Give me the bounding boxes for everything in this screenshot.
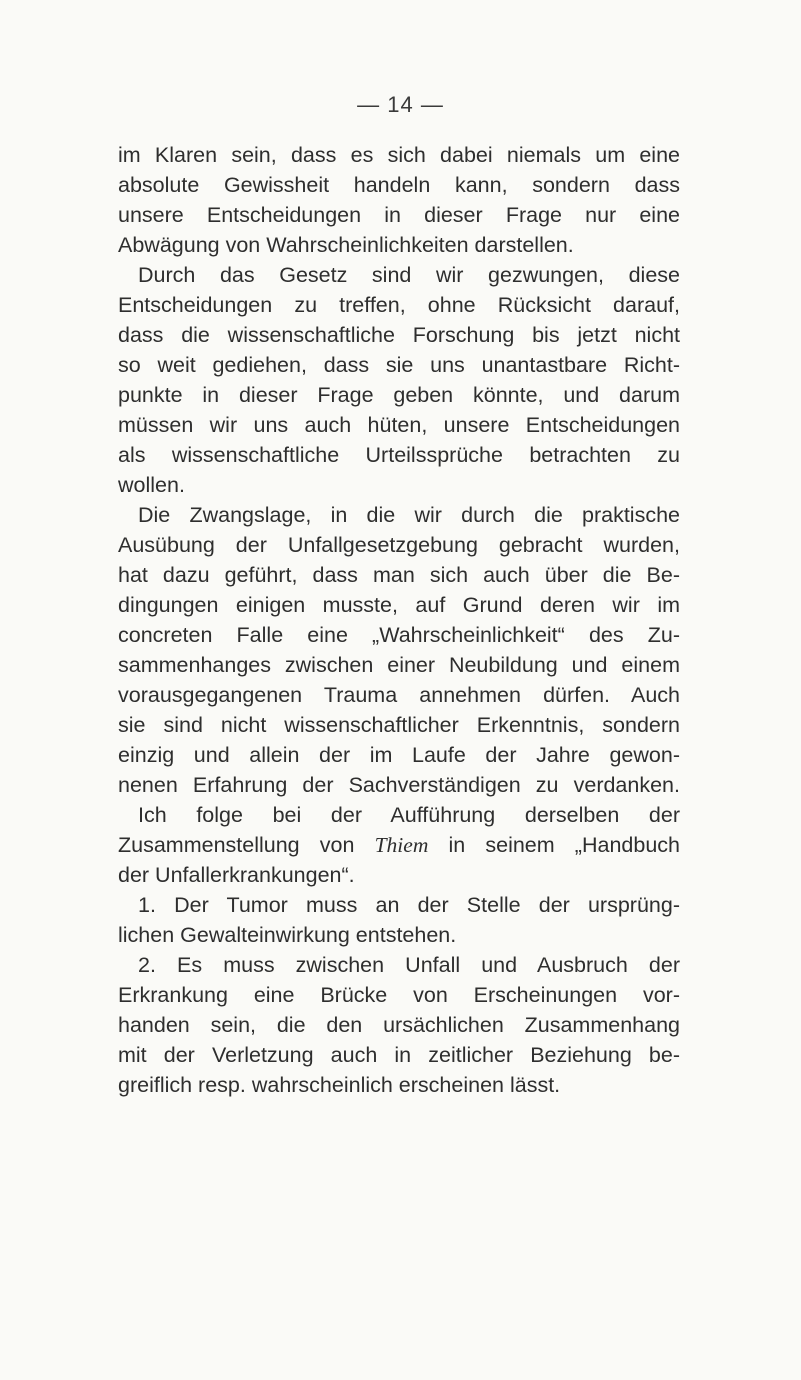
text-line: absolute Gewissheit handeln kann, sondern dass bbox=[118, 173, 680, 197]
text-line: im Klaren sein, dass es sich dabei niemals um eine bbox=[118, 143, 680, 167]
text-line: 2. Es muss zwischen Unfall und Ausbruch der bbox=[138, 953, 680, 977]
text-line: greiflich resp. wahrscheinlich erscheinen lässt. bbox=[118, 1073, 561, 1097]
text-line: punkte in dieser Frage geben könnte, und darum bbox=[118, 383, 680, 407]
text-line: einzig und allein der im Laufe der Jahre gewon- bbox=[118, 743, 680, 767]
text-line: dass die wissenschaftliche Forschung bis jetzt nicht bbox=[118, 323, 680, 347]
text-line: Durch das Gesetz sind wir gezwungen, diese bbox=[138, 263, 680, 287]
text-line: wollen. bbox=[118, 473, 185, 497]
text-line: Ich folge bei der Aufführung derselben der bbox=[138, 803, 680, 827]
text-line: handen sein, die den ursächlichen Zusammenhang bbox=[118, 1013, 680, 1037]
text-line: vorausgegangenen Trauma annehmen dürfen. Auch bbox=[118, 683, 680, 707]
text-line: der Unfallerkrankungen“. bbox=[118, 863, 355, 887]
text-line: so weit gediehen, dass sie uns unantastbare Richt- bbox=[118, 353, 680, 377]
text-line: müssen wir uns auch hüten, unsere Entscheidungen bbox=[118, 413, 680, 437]
text-line: Die Zwangslage, in die wir durch die praktische bbox=[138, 503, 680, 527]
author-name: Thiem bbox=[374, 833, 429, 857]
text-segment: Zusammenstellung von bbox=[118, 833, 355, 857]
text-line: Ausübung der Unfallgesetzgebung gebracht wurden, bbox=[118, 533, 680, 557]
text-line bbox=[118, 830, 680, 860]
text-line: mit der Verletzung auch in zeitlicher Beziehung be- bbox=[118, 1043, 680, 1067]
text-line: sammenhanges zwischen einer Neubildung und einem bbox=[118, 653, 680, 677]
text-line: sie sind nicht wissenschaftlicher Erkenntnis, sondern bbox=[118, 713, 680, 737]
text-line: Abwägung von Wahrscheinlichkeiten darstellen. bbox=[118, 233, 574, 257]
text-line: hat dazu geführt, dass man sich auch über die Be- bbox=[118, 563, 680, 587]
text-line: nenen Erfahrung der Sachverständigen zu verdanken. bbox=[118, 773, 680, 797]
text-line: Entscheidungen zu treffen, ohne Rücksicht darauf, bbox=[118, 293, 680, 317]
text-line: Erkrankung eine Brücke von Erscheinungen vor- bbox=[118, 983, 680, 1007]
page-number-header: — 14 — bbox=[357, 92, 444, 117]
text-segment: in seinem „Handbuch bbox=[448, 833, 680, 857]
text-line: als wissenschaftliche Urteilssprüche betrachten zu bbox=[118, 443, 680, 467]
text-line: dingungen einigen musste, auf Grund deren wir im bbox=[118, 593, 680, 617]
text-line: 1. Der Tumor muss an der Stelle der ursprüng- bbox=[138, 893, 680, 917]
text-line: concreten Falle eine „Wahrscheinlichkeit“ des Zu- bbox=[118, 623, 680, 647]
text-line: unsere Entscheidungen in dieser Frage nur eine bbox=[118, 203, 680, 227]
body-text bbox=[118, 140, 680, 1100]
text-line: lichen Gewalteinwirkung entstehen. bbox=[118, 923, 457, 947]
